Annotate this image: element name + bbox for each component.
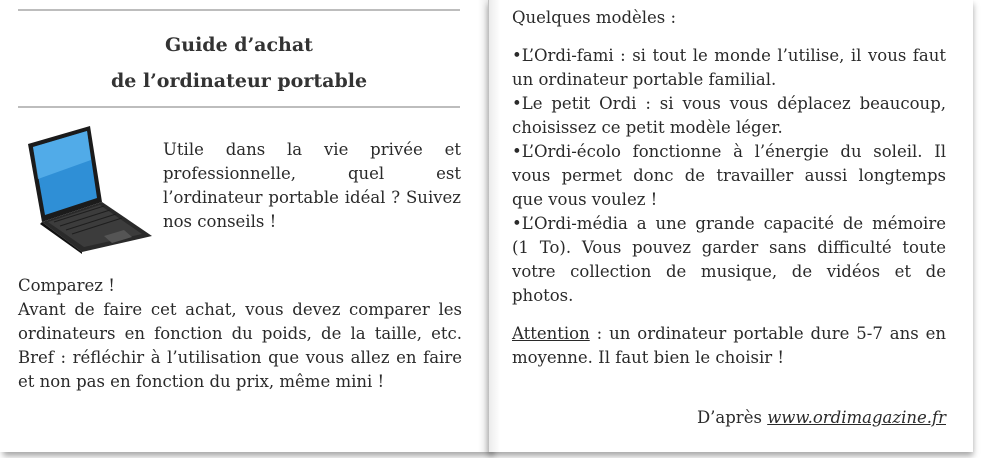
- page-title-line1: Guide d’achat: [165, 34, 313, 56]
- warning-label: Attention: [512, 324, 590, 343]
- models-section: [512, 6, 946, 370]
- model-item-fami: •L’Ordi-fami : si tout le monde l’utilise, il vous faut un ordinateur portable familial.: [512, 46, 946, 89]
- page-title-line2: de l’ordinateur portable: [110, 70, 368, 92]
- source-prefix: D’après: [696, 408, 768, 427]
- title-rule: [18, 106, 460, 108]
- top-rule: [18, 9, 460, 11]
- models-heading: Quelques modèles :: [512, 8, 677, 27]
- model-item-ecolo: •L’Ordi-écolo fonctionne à l’énergie du soleil. Il vous permet donc de travailler aussi longtemps que vous voulez !: [512, 142, 946, 209]
- laptop-icon: [20, 124, 155, 254]
- model-item-petit: •Le petit Ordi : si vous vous déplacez beaucoup, choisissez ce petit modèle léger.: [512, 94, 946, 137]
- intro-text: Utile dans la vie privée et professionnelle, quel est l’ordinateur portable idéal ? Suivez nos conseils !: [163, 140, 461, 231]
- compare-heading: Comparez !: [18, 276, 115, 295]
- model-item-media: •L’Ordi-média a une grande capacité de mémoire (1 To). Vous pouvez garder sans difficulté toute votre collection de musique, de vidéos et de photos.: [512, 214, 946, 305]
- compare-section: [18, 274, 462, 394]
- book-gutter: [478, 0, 500, 452]
- source-link[interactable]: www.ordimagazine.fr: [767, 408, 946, 427]
- warning-text: : un ordinateur portable dure 5-7 ans en moyenne. Il faut bien le choisir !: [512, 324, 946, 367]
- source-credit: [512, 406, 946, 430]
- warning-note: [512, 322, 946, 370]
- compare-body: Avant de faire cet achat, vous devez comparer les ordinateurs en fonction du poids, de la taille, etc. Bref : réfléchir à l’utilisation que vous allez en faire et non pas en fonction du prix, même mini !: [18, 300, 462, 391]
